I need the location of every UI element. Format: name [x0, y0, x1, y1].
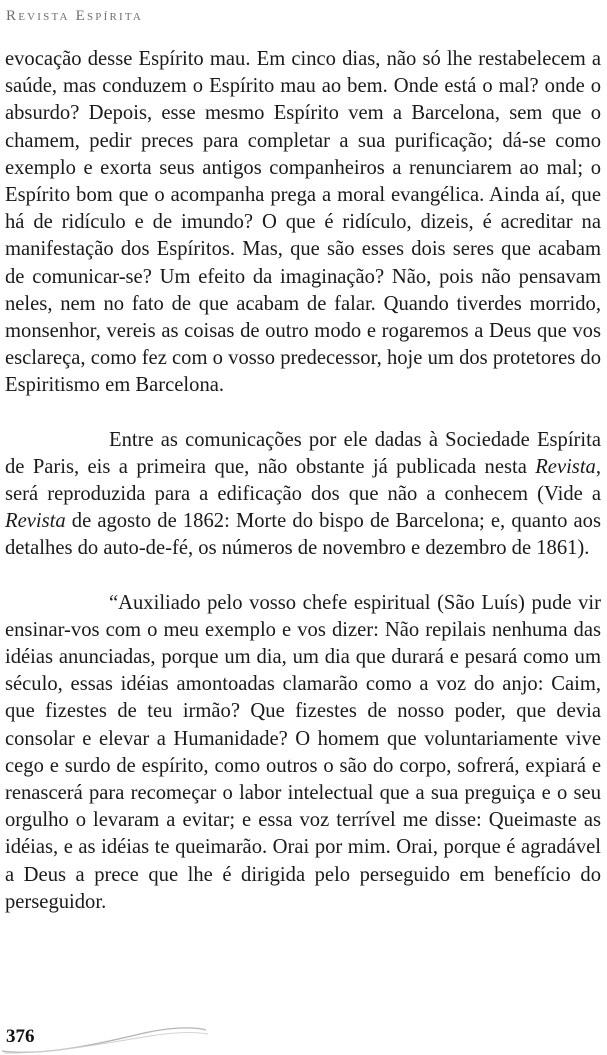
paragraph-2: [5, 427, 601, 563]
paragraph-3: “Auxiliado pelo vosso chefe espiritual (São Luís) pude vir ensinar-vos com o meu exemplo e vos dizer: Não repilais nenhuma das idéias anunciadas, porque um dia, um dia que durará e pesará como um século, essas idéias amontoadas clamarão como a voz do anjo: Caim, que fizestes de teu irmão? Que fizestes de nosso poder, que devia consolar e elevar a Humanidade? O homem que voluntariamente vive cego e surdo de espírito, como outros o são do corpo, sofrerá, expiará e renascerá para recomeçar o labor intelectual que a sua preguiça e o seu orgulho o levaram a evitar; e essa voz terrível me disse: Queimaste as idéias, e as idéias te queimarão. Orai por mim. Orai, porque é agradável a Deus a prece que lhe é dirigida pelo perseguido em benefício do perseguidor.: [5, 591, 601, 913]
paragraph-2-italic-revista-1: Revista: [535, 455, 596, 478]
page-body: [5, 46, 601, 916]
page-footer: [0, 1020, 607, 1055]
paragraph-1: evocação desse Espírito mau. Em cinco dias, não só lhe restabelecem a saúde, mas conduzem o Espírito mau ao bem. Onde está o mal? onde o absurdo? Depois, esse mesmo Espírito vem a Barcelona, sem que o chamem, pedir preces para completar a sua purificação; dá-se como exemplo e exorta seus antigos companheiros a renunciarem ao mal; o Espírito bom que o acompanha prega a moral evangélica. Ainda aí, que há de ridículo e de imundo? O que é ridículo, dizeis, é acreditar na manifestação dos Espíritos. Mas, que são esses dois seres que acabam de comunicar-se? Um efeito da imaginação? Não, pois não pensavam neles, nem no fato de que acabam de falar. Quando tiverdes morrido, monsenhor, vereis as coisas de outro modo e rogaremos a Deus que vos esclareça, como fez com o vosso predecessor, hoje um dos protetores do Espiritismo em Barcelona.: [5, 48, 601, 397]
paragraph-2-italic-revista-2: Revista: [5, 510, 66, 533]
paragraph-2-text-b: , será reproduzida para a edificação dos que não a conhecem (Vide a: [5, 455, 601, 506]
page-number: 376: [6, 1026, 35, 1047]
paragraph-2-text-a: Entre as comunicações por ele dadas à Sociedade Espírita de Paris, eis a primeira que, não obstante já publicada nesta: [5, 428, 601, 478]
running-head: Revista Espírita: [6, 8, 144, 24]
paragraph-2-text-c: de agosto de 1862: Morte do bispo de Barcelona; e, quanto aos detalhes do auto-de-fé, os números de novembro e dezembro de 1861).: [5, 510, 601, 560]
